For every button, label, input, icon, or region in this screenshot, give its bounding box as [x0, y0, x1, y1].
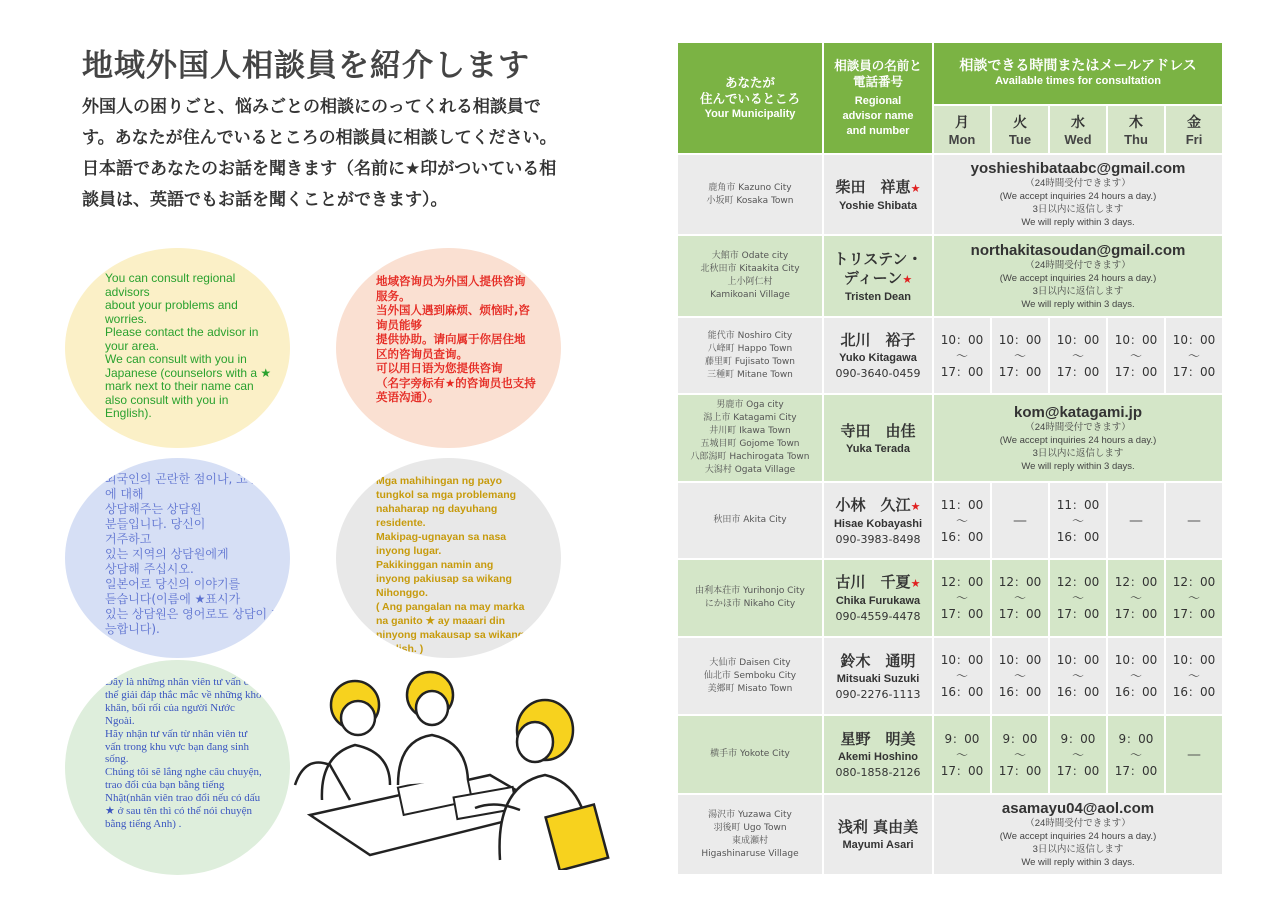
- tagalog-text: Mga mahihingan ng payo tungkol sa mga problemang nahaharap ng dayuhang residente. Makipag-ugnayan sa nasa inyong lugar. Pakikinggan namin ang inyong pakiusap sa wikang Nihonggo. ( Ang pangalan na may marka na ganito ★ ay maaari din ninyong makausap sa wikang English. ): [376, 475, 525, 655]
- advisor-name-text: 寺田 由佳: [840, 421, 916, 440]
- time-cell: [1050, 716, 1106, 793]
- advisor-name-en: Mitsuaki Suzuki: [836, 672, 920, 685]
- advisor-name-ja: [834, 250, 923, 289]
- day-header: [1108, 106, 1164, 153]
- english-star-icon: ★: [910, 577, 921, 590]
- advisor-name-ja: [838, 818, 918, 837]
- advisor-phone[interactable]: 090-3640-0459: [835, 367, 921, 380]
- municipality-cell: [678, 236, 822, 316]
- day-ja: 火: [1013, 115, 1027, 131]
- advisor-name-en: Yoshie Shibata: [838, 199, 918, 212]
- advisor-email-link[interactable]: yoshieshibataabc@gmail.com: [970, 160, 1186, 177]
- header-times: [934, 43, 1222, 104]
- municipality-cell: [678, 795, 822, 874]
- time-text: 10：00 〜 17：00: [998, 332, 1042, 379]
- time-text: 9：00 〜 17：00: [940, 731, 984, 778]
- time-text: 12：00 〜 17：00: [1056, 575, 1100, 621]
- english-star-icon: ★: [910, 181, 921, 195]
- time-cell: [1108, 318, 1164, 393]
- advisor-name-text: トリステン・ ディーン: [833, 249, 923, 287]
- day-header: [1166, 106, 1222, 153]
- time-text: —: [1013, 512, 1027, 529]
- chinese-bubble: [336, 248, 561, 448]
- english-bubble: [65, 248, 290, 448]
- advisor-name-text: 星野 明美: [840, 730, 916, 748]
- municipality-cell: [678, 318, 822, 393]
- time-text: 10：00 〜 16：00: [940, 653, 984, 699]
- advisor-name-text: 柴田 祥恵: [835, 177, 911, 196]
- header-municipality-ja: あなたが 住んでいるところ: [699, 74, 800, 106]
- english-text: You can consult regional advisors about your problems and worries. Please contact the advisor in your area. We can consult with you in Japanese (counselors with a ★ mark next to their name can also consult with you in English).: [105, 271, 272, 420]
- advisor-name-text: 北川 裕子: [840, 331, 916, 349]
- vietnamese-text: Đây là những nhân viên tư vấn có thể giải đáp thắc mắc về những khó khăn, bối rối của người Nước Ngoài. Hãy nhận tư vấn từ nhân viên tư vấn trong khu vực bạn đang sinh sống. Chúng tôi sẽ lắng nghe câu chuyện, trao đổi của bạn bằng tiếng Nhật(nhân viên trao đổi nếu có dấu ★ ở sau tên thì có thể nói chuyện bằng tiếng Anh) .: [105, 676, 262, 830]
- municipality-cell: [678, 560, 822, 636]
- time-cell: [992, 560, 1048, 636]
- municipality-cell: [678, 395, 822, 481]
- time-text: 10：00 〜 16：00: [1056, 653, 1100, 699]
- municipality-cell: [678, 483, 822, 558]
- time-cell: [992, 716, 1048, 793]
- time-text: 10：00 〜 16：00: [1172, 653, 1216, 699]
- time-text: —: [1187, 512, 1201, 529]
- time-cell: [1050, 560, 1106, 636]
- time-text: 10：00 〜 16：00: [998, 653, 1042, 699]
- day-en: Tue: [1008, 132, 1032, 147]
- advisor-name-ja: [836, 496, 921, 516]
- day-header: [992, 106, 1048, 153]
- page-title: 地域外国人相談員を紹介します: [82, 48, 530, 84]
- time-cell: [1166, 318, 1222, 393]
- advisor-cell: [824, 560, 932, 636]
- consultation-illustration: [290, 660, 610, 870]
- time-cell: [1108, 560, 1164, 636]
- day-ja: 水: [1071, 115, 1085, 131]
- header-advisor: [824, 43, 932, 153]
- email-note: （24時間受付できます） (We accept inquiries 24 hours a day.) 3日以内に返信します We will reply within 3 days.: [999, 421, 1157, 472]
- header-times-en: Available times for consultation: [995, 75, 1161, 87]
- time-cell: [1166, 483, 1222, 558]
- korean-text: 외국인의 곤란한 점이나, 고민거리에 대해 상담해주는 상담원 분들입니다. 당신이 거주하고 있는 지역의 상담원에게 상담해 주십시오. 일본어로 당신의 이야기를 듣습니다(이름에 ★표시가 있는 상담원은 영어로도 상담이 가능합니다).: [105, 472, 283, 636]
- advisor-cell: [824, 795, 932, 874]
- time-text: —: [1129, 512, 1143, 529]
- time-text: 12：00 〜 17：00: [1172, 575, 1216, 621]
- korean-bubble: [65, 458, 290, 658]
- municipality-text: 湯沢市 Yuzawa City 羽後町 Ugo Town 東成瀬村 Higashinaruse Village: [701, 809, 799, 859]
- english-star-icon: ★: [910, 499, 921, 513]
- advisor-cell: [824, 483, 932, 558]
- municipality-text: 鹿角市 Kazuno City 小坂町 Kosaka Town: [706, 182, 794, 206]
- time-cell: [992, 318, 1048, 393]
- header-municipality-en: Your Municipality: [704, 107, 796, 120]
- day-en: Mon: [948, 132, 976, 147]
- advisor-name-en: Mayumi Asari: [842, 839, 914, 851]
- advisor-name-en: Yuko Kitagawa: [839, 352, 917, 364]
- header-times-ja: 相談できる時間またはメールアドレス: [959, 58, 1197, 74]
- advisor-email-link[interactable]: kom@katagami.jp: [1014, 403, 1142, 421]
- time-text: —: [1187, 746, 1201, 763]
- time-text: 11：00 〜 16：00: [1056, 497, 1100, 544]
- intro-text: 外国人の困りごと、悩みごとの相談にのってくれる相談員です。あなたが住んでいるところの相談員に相談してください。日本語であなたのお話を聞きます（名前に★印がついている相談員は、英語でもお話を聞くことができます）。: [82, 97, 557, 210]
- advisor-name-en: Yuka Terada: [846, 442, 910, 455]
- municipality-text: 横手市 Yokote City: [710, 749, 790, 759]
- advisor-name-text: 小林 久江: [835, 495, 911, 514]
- time-cell: [1108, 638, 1164, 714]
- advisor-name-ja: [840, 331, 915, 350]
- municipality-text: 大館市 Odate city 北秋田市 Kitaakita City 上小阿仁村 Kamikoani Village: [700, 251, 800, 300]
- vietnamese-bubble: [65, 660, 290, 875]
- time-text: 12：00 〜 17：00: [1114, 575, 1158, 621]
- time-cell: [1166, 560, 1222, 636]
- time-text: 12：00 〜 17：00: [940, 575, 984, 621]
- header-advisor-ja: 相談員の名前と 電話番号: [834, 57, 922, 89]
- advisor-cell: [824, 318, 932, 393]
- header-municipality: [678, 43, 822, 153]
- day-en: Wed: [1064, 132, 1092, 147]
- municipality-text: 男鹿市 Oga city 潟上市 Katagami City 井川町 Ikawa Town 五城目町 Gojome Town 八郎潟町 Hachirogata Town 大潟村 Ogata Village: [690, 400, 810, 475]
- time-text: 9：00 〜 17：00: [1056, 731, 1100, 778]
- advisor-name-ja: [836, 178, 921, 198]
- time-cell: [992, 638, 1048, 714]
- time-text: 10：00 〜 17：00: [940, 332, 984, 379]
- time-text: 12：00 〜 17：00: [998, 575, 1042, 621]
- advisor-table: [678, 43, 1222, 874]
- time-cell: [1108, 716, 1164, 793]
- advisor-cell: [824, 638, 932, 714]
- time-text: 10：00 〜 17：00: [1114, 332, 1158, 379]
- email-cell: [934, 236, 1222, 316]
- municipality-text: 由利本荘市 Yurihonjo City にかほ市 Nikaho City: [695, 586, 805, 609]
- header-advisor-en: Regional advisor name and number: [842, 94, 914, 137]
- advisor-name-en: Tristen Dean: [844, 290, 912, 303]
- advisor-name-ja: [840, 730, 915, 749]
- time-text: 10：00 〜 17：00: [1172, 332, 1216, 379]
- advisor-phone[interactable]: 090-3983-8498: [835, 532, 921, 546]
- chinese-text: 地域咨询员为外国人提供咨询服务。 当外国人遇到麻烦、烦恼时,咨询员能够 提供协助。请向属于你居住地区的咨询员查询。 可以用日语为您提供咨询 （名字旁标有★的咨询员也支持英语沟通）。: [376, 274, 536, 404]
- day-en: Thu: [1124, 132, 1148, 147]
- day-header: [934, 106, 990, 153]
- day-ja: 木: [1129, 115, 1143, 131]
- advisor-name-ja: [836, 573, 921, 593]
- email-cell: [934, 795, 1222, 874]
- time-text: 11：00 〜 16：00: [940, 497, 984, 544]
- day-ja: 月: [955, 115, 969, 131]
- time-cell: [934, 638, 990, 714]
- english-star-icon: ★: [902, 272, 913, 286]
- time-text: 10：00 〜 16：00: [1114, 653, 1158, 699]
- advisor-email-link[interactable]: northakitasoudan@gmail.com: [970, 241, 1186, 259]
- email-note: （24時間受付できます） (We accept inquiries 24 hours a day.) 3日以内に返信します We will reply within 3 days.: [999, 818, 1157, 868]
- municipality-cell: [678, 716, 822, 793]
- time-cell: [992, 483, 1048, 558]
- email-cell: [934, 155, 1222, 234]
- time-cell: [934, 716, 990, 793]
- advisor-name-en: Chika Furukawa: [835, 595, 921, 607]
- advisor-email-link[interactable]: asamayu04@aol.com: [1001, 800, 1155, 817]
- email-note: （24時間受付できます） (We accept inquiries 24 hours a day.) 3日以内に返信します We will reply within 3 days.: [999, 259, 1157, 310]
- email-note: （24時間受付できます） (We accept inquiries 24 hours a day.) 3日以内に返信します We will reply within 3 days.: [999, 178, 1157, 228]
- municipality-text: 大仙市 Daisen City 仙北市 Semboku City 美郷町 Misato Town: [703, 657, 797, 694]
- time-cell: [1050, 638, 1106, 714]
- time-cell: [1050, 483, 1106, 558]
- time-cell: [934, 318, 990, 393]
- advisor-name-text: 浅利 真由美: [837, 818, 919, 836]
- advisor-name-text: 鈴木 通明: [840, 651, 916, 670]
- time-cell: [934, 483, 990, 558]
- advisor-phone[interactable]: 080-1858-2126: [835, 766, 921, 779]
- time-text: 9：00 〜 17：00: [1114, 731, 1158, 778]
- advisor-cell: [824, 716, 932, 793]
- municipality-cell: [678, 638, 822, 714]
- advisor-cell: [824, 155, 932, 234]
- municipality-cell: [678, 155, 822, 234]
- advisor-name-text: 古川 千夏: [835, 573, 911, 591]
- time-text: 9：00 〜 17：00: [998, 731, 1042, 778]
- time-cell: [1166, 638, 1222, 714]
- municipality-text: 秋田市 Akita City: [713, 515, 787, 525]
- time-text: 10：00 〜 17：00: [1056, 332, 1100, 379]
- advisor-cell: [824, 236, 932, 316]
- advisor-phone[interactable]: 090-2276-1113: [835, 687, 921, 701]
- day-ja: 金: [1187, 115, 1201, 131]
- time-cell: [1108, 483, 1164, 558]
- tagalog-bubble: [336, 458, 561, 658]
- advisor-name-en: Hisae Kobayashi: [833, 517, 923, 530]
- time-cell: [1050, 318, 1106, 393]
- day-header: [1050, 106, 1106, 153]
- time-cell: [934, 560, 990, 636]
- advisor-name-ja: [840, 652, 915, 671]
- advisor-name-ja: [840, 422, 915, 441]
- advisor-name-en: Akemi Hoshino: [837, 751, 919, 763]
- advisor-phone[interactable]: 090-4559-4478: [835, 610, 921, 623]
- municipality-text: 能代市 Noshiro City 八峰町 Happo Town 藤里町 Fujisato Town 三種町 Mitane Town: [705, 330, 795, 380]
- time-cell: [1166, 716, 1222, 793]
- advisor-cell: [824, 395, 932, 481]
- day-en: Fri: [1185, 132, 1203, 147]
- email-cell: [934, 395, 1222, 481]
